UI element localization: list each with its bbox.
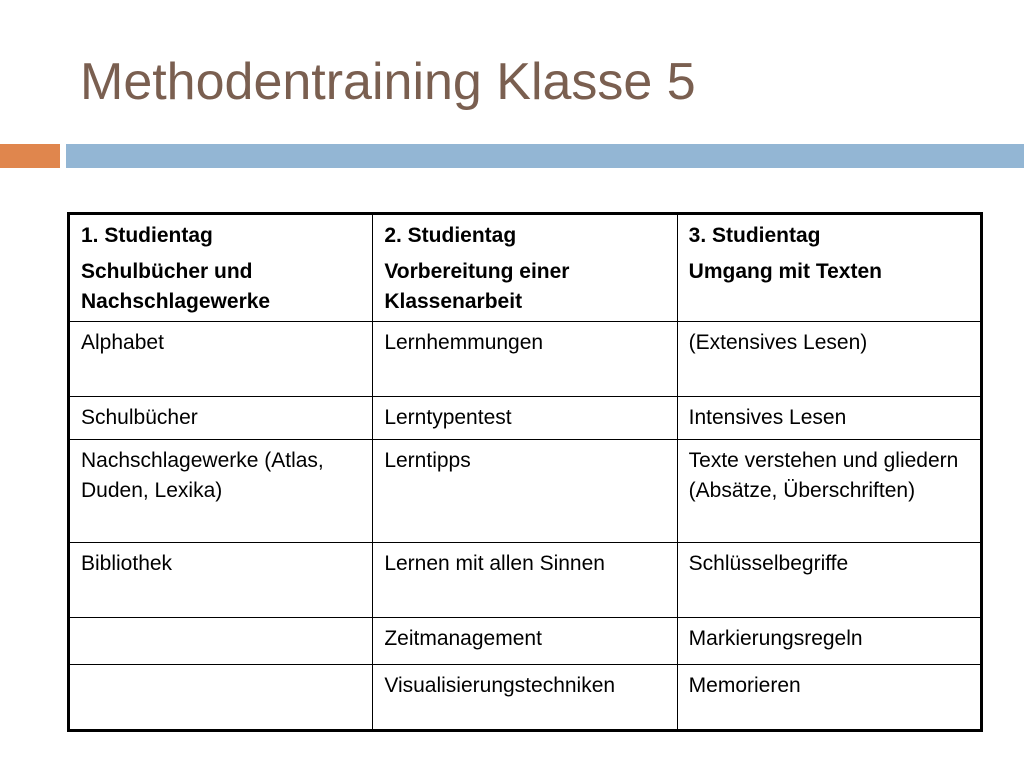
table-cell: Schulbücher bbox=[69, 397, 373, 440]
accent-bar bbox=[0, 144, 60, 168]
table-row bbox=[69, 543, 982, 618]
table-cell bbox=[69, 665, 373, 731]
header-cell-day-2 bbox=[373, 214, 677, 322]
study-day-table bbox=[67, 212, 983, 732]
table-cell: Schlüsselbegriffe bbox=[677, 543, 981, 618]
header-day-label: 3. Studientag bbox=[688, 224, 821, 247]
table-row bbox=[69, 397, 982, 440]
table-cell: Alphabet bbox=[69, 322, 373, 397]
table-cell: Memorieren bbox=[677, 665, 981, 731]
header-topic-label: Umgang mit Texten bbox=[688, 260, 882, 283]
header-day-label: 1. Studientag bbox=[81, 224, 213, 247]
table-row bbox=[69, 440, 982, 543]
table-header-row bbox=[69, 214, 982, 322]
table-cell: Bibliothek bbox=[69, 543, 373, 618]
table-cell: Lerntipps bbox=[373, 440, 677, 543]
slide-title: Methodentraining Klasse 5 bbox=[80, 53, 696, 111]
table-cell: Nachschlagewerke (Atlas, Duden, Lexika) bbox=[69, 440, 373, 543]
table-cell: Lerntypentest bbox=[373, 397, 677, 440]
header-topic-label: Vorbereitung einer Klassenarbeit bbox=[384, 260, 570, 313]
table-cell: Zeitmanagement bbox=[373, 618, 677, 665]
table-row bbox=[69, 322, 982, 397]
table-cell: Lernen mit allen Sinnen bbox=[373, 543, 677, 618]
table-row bbox=[69, 618, 982, 665]
table-row bbox=[69, 665, 982, 731]
header-cell-day-3 bbox=[677, 214, 981, 322]
header-day-label: 2. Studientag bbox=[384, 224, 517, 247]
title-divider-bar bbox=[66, 144, 1024, 168]
table-cell: Visualisierungstechniken bbox=[373, 665, 677, 731]
table-cell: (Extensives Lesen) bbox=[677, 322, 981, 397]
table-cell: Intensives Lesen bbox=[677, 397, 981, 440]
table-cell: Markierungsregeln bbox=[677, 618, 981, 665]
header-topic-label: Schulbücher und Nachschlagewerke bbox=[81, 260, 271, 313]
table-cell: Texte verstehen und gliedern (Absätze, Überschriften) bbox=[677, 440, 981, 543]
table-cell bbox=[69, 618, 373, 665]
table-cell: Lernhemmungen bbox=[373, 322, 677, 397]
header-cell-day-1 bbox=[69, 214, 373, 322]
